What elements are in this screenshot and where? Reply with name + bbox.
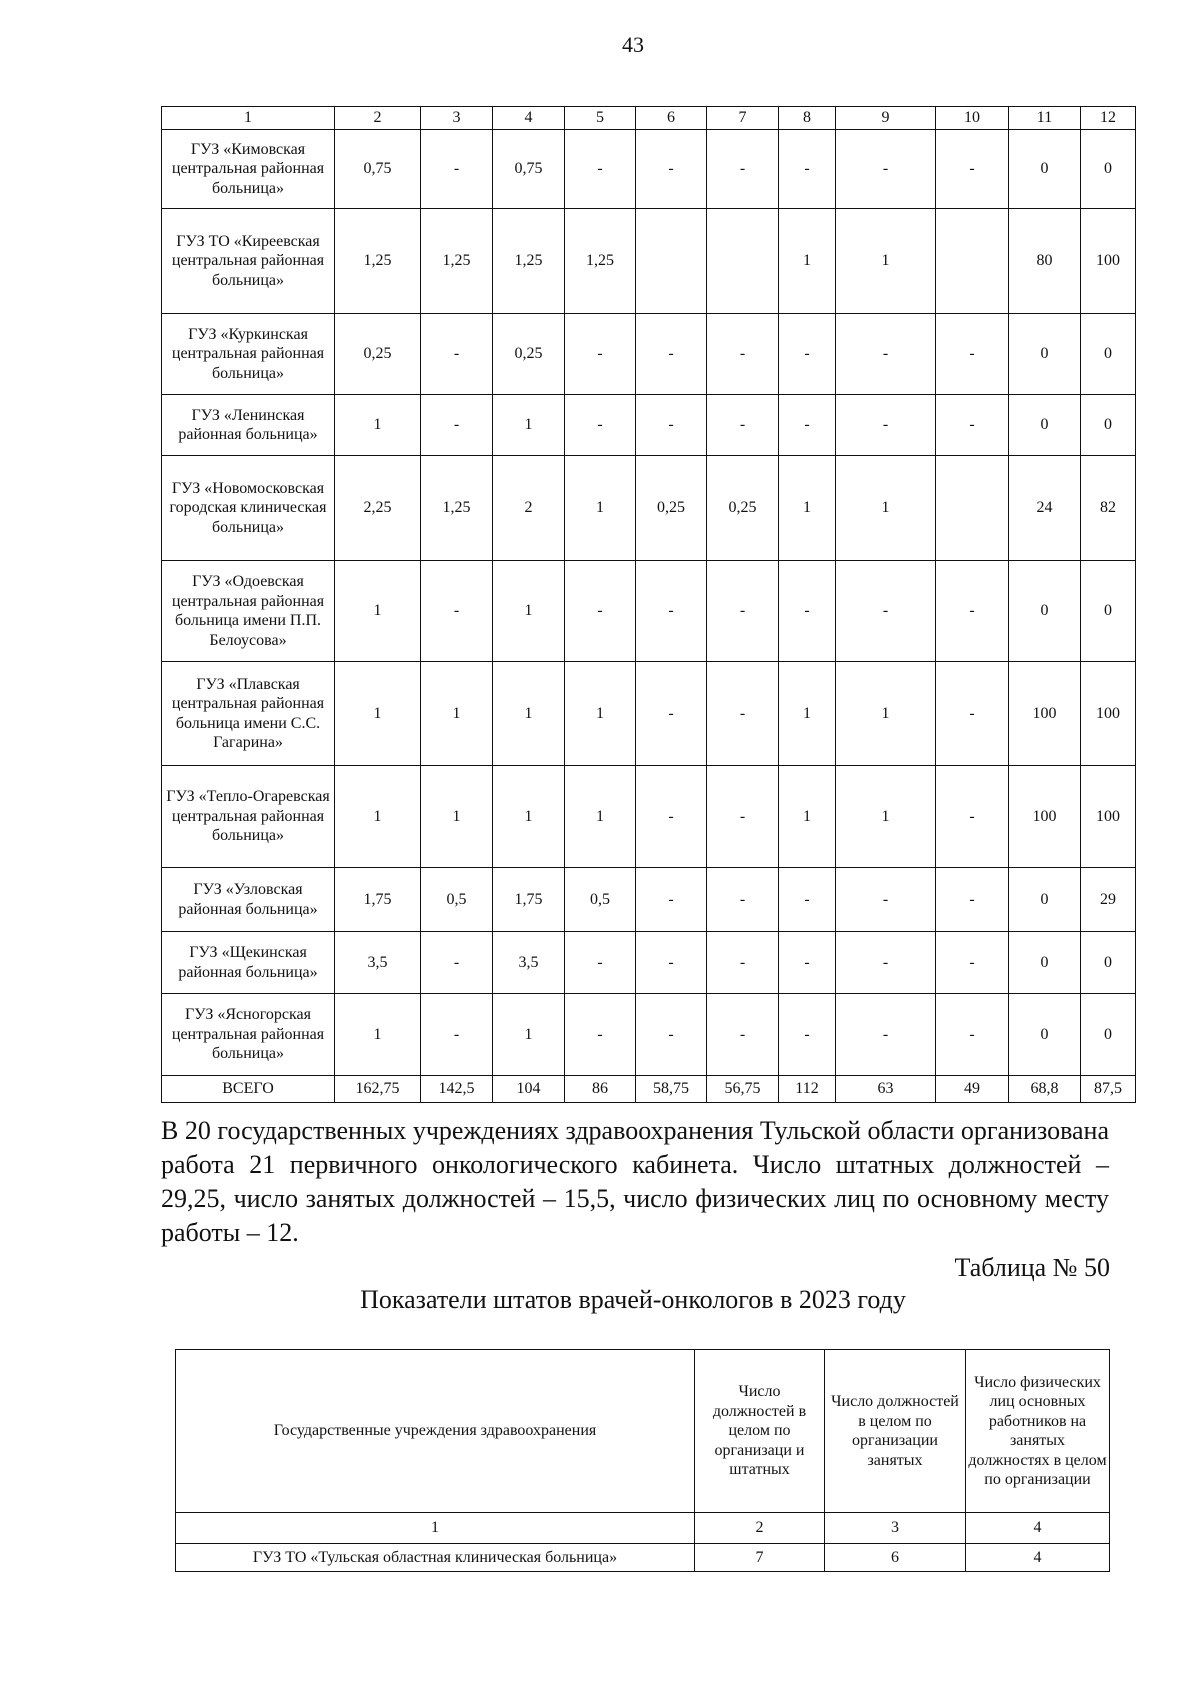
institution-name: ГУЗ «Ленинская районная больница»	[162, 395, 335, 456]
table-cell: 1	[493, 561, 565, 662]
table-cell: 63	[836, 1076, 936, 1103]
table-cell: 0	[1009, 868, 1081, 932]
column-number: 2	[695, 1513, 825, 1544]
table-cell: 1,25	[565, 209, 636, 314]
table-cell: 1,25	[335, 209, 421, 314]
table-cell: 1	[779, 662, 836, 766]
table-row	[162, 766, 1136, 868]
table-cell: -	[779, 561, 836, 662]
table-cell: 1	[493, 766, 565, 868]
column-number: 1	[176, 1513, 695, 1544]
institution-name: ГУЗ «Ясногорская центральная районная больница»	[162, 994, 335, 1076]
column-number: 12	[1081, 107, 1136, 130]
table-cell: -	[565, 130, 636, 209]
table-cell: 162,75	[335, 1076, 421, 1103]
table-cell: -	[565, 932, 636, 994]
table-cell: 1	[836, 662, 936, 766]
staff-table-continued	[161, 106, 1136, 1103]
table-cell: -	[779, 868, 836, 932]
table-cell: -	[936, 766, 1009, 868]
table-cell: -	[707, 561, 779, 662]
table-cell: 0	[1009, 130, 1081, 209]
table-cell: 1	[335, 561, 421, 662]
table-cell: -	[421, 994, 493, 1076]
institution-name: ГУЗ ТО «Киреевская центральная районная больница»	[162, 209, 335, 314]
table-cell: 0	[1081, 395, 1136, 456]
institution-name: ГУЗ «Новомосковская городская клиническая больница»	[162, 456, 335, 561]
table-cell: 0,75	[335, 130, 421, 209]
table-cell: -	[636, 766, 707, 868]
table-cell: 1	[335, 994, 421, 1076]
table-cell: 0	[1081, 932, 1136, 994]
table-row	[162, 209, 1136, 314]
institution-name: ГУЗ «Плавская центральная районная больница имени С.С. Гагарина»	[162, 662, 335, 766]
column-number: 9	[836, 107, 936, 130]
header-row	[176, 1350, 1110, 1513]
table-cell: 1	[836, 456, 936, 561]
table-cell: 1	[565, 456, 636, 561]
table-cell: -	[636, 130, 707, 209]
table-cell: -	[636, 314, 707, 395]
table-cell: -	[707, 868, 779, 932]
table-cell: -	[707, 314, 779, 395]
table-cell: -	[636, 395, 707, 456]
table-cell: 6	[825, 1544, 966, 1572]
table-cell: 0	[1081, 561, 1136, 662]
table-cell: 0,25	[707, 456, 779, 561]
table-cell: -	[421, 314, 493, 395]
table-cell	[636, 209, 707, 314]
table-cell: 1,25	[421, 456, 493, 561]
table-cell: 82	[1081, 456, 1136, 561]
table-cell: 1	[836, 766, 936, 868]
table-cell: 0	[1009, 994, 1081, 1076]
table-row	[162, 662, 1136, 766]
column-number: 4	[966, 1513, 1110, 1544]
table-cell	[936, 209, 1009, 314]
table-cell: -	[936, 932, 1009, 994]
table-cell: 1	[779, 209, 836, 314]
table-title: Показатели штатов врачей-онкологов в 2023 году	[360, 1285, 906, 1314]
table-cell: -	[636, 994, 707, 1076]
table-cell: -	[836, 314, 936, 395]
table-cell: 0	[1081, 130, 1136, 209]
table-cell: -	[936, 314, 1009, 395]
table-cell: -	[936, 561, 1009, 662]
table-cell: 1	[335, 662, 421, 766]
column-number: 6	[636, 107, 707, 130]
table-row	[162, 395, 1136, 456]
table-cell: -	[636, 868, 707, 932]
header-cell: Число должностей в целом по организаци и штатных	[695, 1350, 825, 1513]
table-cell: 1	[779, 766, 836, 868]
institution-name: ГУЗ «Узловская районная больница»	[162, 868, 335, 932]
table-cell: -	[707, 662, 779, 766]
table-row	[162, 868, 1136, 932]
table-cell: 0	[1009, 932, 1081, 994]
table-cell: -	[707, 130, 779, 209]
table-cell: 100	[1009, 766, 1081, 868]
table-cell: 100	[1081, 766, 1136, 868]
table-cell: -	[779, 314, 836, 395]
institution-name: ГУЗ «Одоевская центральная районная больница имени П.П. Белоусова»	[162, 561, 335, 662]
table-cell: 86	[565, 1076, 636, 1103]
table-cell: -	[565, 994, 636, 1076]
table-cell: 1,75	[335, 868, 421, 932]
header-cell: Государственные учреждения здравоохранения	[176, 1350, 695, 1513]
column-number: 3	[825, 1513, 966, 1544]
table-cell: 1	[493, 662, 565, 766]
table-cell: -	[779, 932, 836, 994]
table-cell: -	[565, 314, 636, 395]
table-row	[162, 561, 1136, 662]
table-cell: 0	[1009, 314, 1081, 395]
header-cell: Число физических лиц основных работников на занятых должностях в целом по организации	[966, 1350, 1110, 1513]
column-number-row	[176, 1513, 1110, 1544]
table-row	[162, 994, 1136, 1076]
table-cell: -	[936, 868, 1009, 932]
institution-name: ВСЕГО	[162, 1076, 335, 1103]
table-cell: -	[836, 994, 936, 1076]
table-cell: -	[836, 130, 936, 209]
column-number-row	[162, 107, 1136, 130]
table-cell: -	[707, 994, 779, 1076]
total-row	[162, 1076, 1136, 1103]
table-cell: -	[636, 561, 707, 662]
table-cell	[707, 209, 779, 314]
table-cell: 1,25	[421, 209, 493, 314]
table-cell	[936, 456, 1009, 561]
table-cell: 0	[1009, 395, 1081, 456]
table-cell: 1	[421, 662, 493, 766]
table-cell: -	[421, 130, 493, 209]
table-row	[162, 130, 1136, 209]
table-cell: 2,25	[335, 456, 421, 561]
table-cell: 142,5	[421, 1076, 493, 1103]
table-cell: -	[636, 932, 707, 994]
table-cell: -	[836, 395, 936, 456]
column-number: 10	[936, 107, 1009, 130]
header-cell: Число должностей в целом по организации занятых	[825, 1350, 966, 1513]
table-cell: -	[707, 395, 779, 456]
table-cell: -	[836, 561, 936, 662]
table-cell: 1	[565, 662, 636, 766]
table-cell: 29	[1081, 868, 1136, 932]
table-cell: -	[936, 662, 1009, 766]
table-cell: 2	[493, 456, 565, 561]
table-cell: 3,5	[493, 932, 565, 994]
table-cell: 0,25	[493, 314, 565, 395]
oncologist-staff-table	[175, 1349, 1110, 1572]
body-paragraph: В 20 государственных учреждениях здравоохранения Тульской области организована работа 21 первичного онкологического кабинета. Число штатных должностей – 29,25, число занятых должностей – 15,5, число физических лиц по основному месту работы – 12.	[161, 1116, 1109, 1247]
table-cell: 100	[1081, 662, 1136, 766]
table-cell: -	[421, 561, 493, 662]
table-cell: 80	[1009, 209, 1081, 314]
table-cell: 49	[936, 1076, 1009, 1103]
table-cell: 104	[493, 1076, 565, 1103]
table-cell: 1	[335, 395, 421, 456]
table-cell: 1	[493, 994, 565, 1076]
table-cell: -	[565, 395, 636, 456]
table-cell: 100	[1081, 209, 1136, 314]
table-cell: 24	[1009, 456, 1081, 561]
table-row	[176, 1544, 1110, 1572]
table-cell: 1	[779, 456, 836, 561]
table-cell: 87,5	[1081, 1076, 1136, 1103]
table-cell: 0,5	[565, 868, 636, 932]
table-cell: 68,8	[1009, 1076, 1081, 1103]
column-number: 7	[707, 107, 779, 130]
table-cell: 1	[335, 766, 421, 868]
institution-name: ГУЗ ТО «Тульская областная клиническая больница»	[176, 1544, 695, 1572]
column-number: 5	[565, 107, 636, 130]
table-cell: 100	[1009, 662, 1081, 766]
table-cell: -	[936, 994, 1009, 1076]
column-number: 2	[335, 107, 421, 130]
table-cell: -	[779, 130, 836, 209]
column-number: 3	[421, 107, 493, 130]
institution-name: ГУЗ «Куркинская центральная районная больница»	[162, 314, 335, 395]
table-cell: 0	[1081, 994, 1136, 1076]
page-number: 43	[622, 32, 644, 57]
table-cell: -	[936, 395, 1009, 456]
institution-name: ГУЗ «Щекинская районная больница»	[162, 932, 335, 994]
table-cell: 0,5	[421, 868, 493, 932]
column-number: 11	[1009, 107, 1081, 130]
table-cell: -	[707, 932, 779, 994]
table-cell: 4	[966, 1544, 1110, 1572]
table-cell: -	[421, 932, 493, 994]
table-cell: 1	[421, 766, 493, 868]
table-cell: -	[779, 395, 836, 456]
table-cell: -	[836, 868, 936, 932]
table-cell: 1	[565, 766, 636, 868]
table-cell: 58,75	[636, 1076, 707, 1103]
table-cell: -	[636, 662, 707, 766]
table-cell: 0,25	[636, 456, 707, 561]
table-cell: 1	[836, 209, 936, 314]
table-cell: 1,75	[493, 868, 565, 932]
table-cell: -	[565, 561, 636, 662]
table-cell: -	[421, 395, 493, 456]
table-cell: 3,5	[335, 932, 421, 994]
table-cell: -	[779, 994, 836, 1076]
table-cell: -	[936, 130, 1009, 209]
institution-name: ГУЗ «Тепло-Огаревская центральная районная больница»	[162, 766, 335, 868]
table-cell: -	[836, 932, 936, 994]
table-cell: 0	[1081, 314, 1136, 395]
table-cell: -	[707, 766, 779, 868]
table-cell: 56,75	[707, 1076, 779, 1103]
table-cell: 0	[1009, 561, 1081, 662]
table-row	[162, 314, 1136, 395]
table-row	[162, 932, 1136, 994]
institution-name: ГУЗ «Кимовская центральная районная больница»	[162, 130, 335, 209]
table-cell: 0,25	[335, 314, 421, 395]
column-number: 1	[162, 107, 335, 130]
table-row	[162, 456, 1136, 561]
table-cell: 112	[779, 1076, 836, 1103]
column-number: 4	[493, 107, 565, 130]
column-number: 8	[779, 107, 836, 130]
table-cell: 0,75	[493, 130, 565, 209]
table-number: Таблица № 50	[954, 1253, 1110, 1282]
table-cell: 1,25	[493, 209, 565, 314]
table-cell: 7	[695, 1544, 825, 1572]
table-cell: 1	[493, 395, 565, 456]
